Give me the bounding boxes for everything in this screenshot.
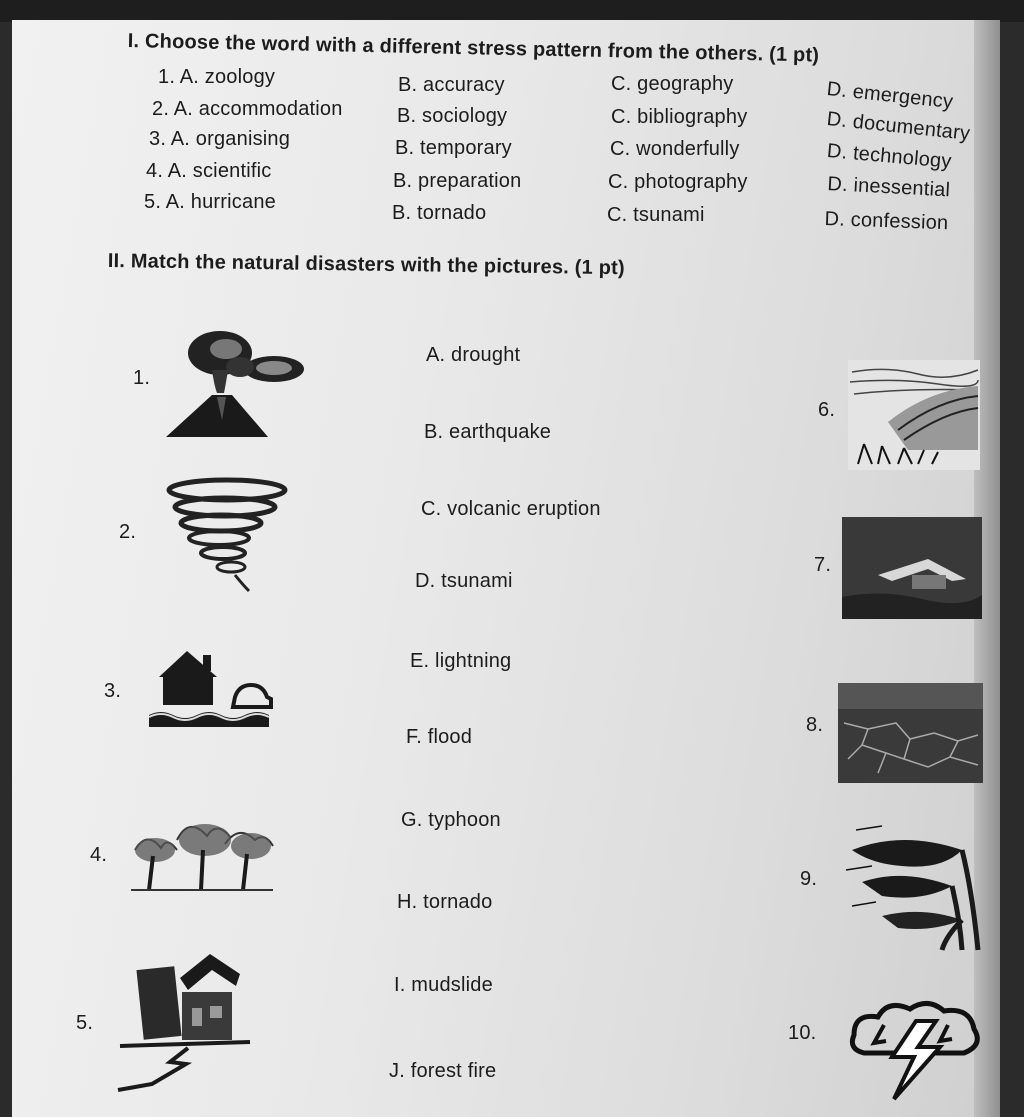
forest-fire-icon xyxy=(127,810,277,895)
q3-option-d: D. technology xyxy=(826,140,953,173)
picture-number-9: 9. xyxy=(800,868,818,890)
q5-option-d: D. confession xyxy=(824,208,949,235)
mudslide-photo xyxy=(842,517,982,619)
q2-option-c: C. bibliography xyxy=(611,106,748,128)
option-flood: F. flood xyxy=(406,726,473,748)
q4-option-c: C. photography xyxy=(608,171,748,193)
q4-option-d: D. inessential xyxy=(826,173,951,202)
option-tornado: H. tornado xyxy=(397,891,493,913)
picture-number-1: 1. xyxy=(133,367,151,389)
picture-number-7: 7. xyxy=(814,554,832,576)
q4-option-b: B. preparation xyxy=(393,170,522,192)
option-forest-fire: J. forest fire xyxy=(389,1060,497,1082)
option-volcanic-eruption: C. volcanic eruption xyxy=(421,498,601,520)
q2-option-d: D. documentary xyxy=(825,108,972,145)
q5-option-b: B. tornado xyxy=(392,202,487,224)
option-tsunami: D. tsunami xyxy=(415,570,513,592)
picture-number-2: 2. xyxy=(119,521,137,543)
picture-number-6: 6. xyxy=(818,399,836,421)
q4-option-a: 4. A. scientific xyxy=(146,160,272,182)
tsunami-photo xyxy=(848,360,980,470)
volcano-icon xyxy=(162,325,307,440)
option-typhoon: G. typhoon xyxy=(401,809,501,831)
tornado-icon xyxy=(165,475,290,595)
picture-number-5: 5. xyxy=(76,1012,94,1034)
q3-option-a: 3. A. organising xyxy=(149,128,291,150)
q3-option-b: B. temporary xyxy=(395,137,512,159)
option-lightning: E. lightning xyxy=(410,650,512,672)
typhoon-icon xyxy=(842,820,987,955)
window-top-bar xyxy=(0,0,1024,22)
lightning-icon xyxy=(844,995,984,1105)
picture-number-4: 4. xyxy=(90,844,108,866)
flood-icon xyxy=(147,647,277,732)
picture-number-10: 10. xyxy=(788,1022,817,1044)
option-mudslide: I. mudslide xyxy=(394,974,493,996)
drought-photo xyxy=(838,683,983,783)
section1-heading: I. Choose the word with a different stress pattern from the others. (1 pt) xyxy=(127,30,820,67)
q1-option-b: B. accuracy xyxy=(398,74,505,96)
section2-heading: II. Match the natural disasters with the pictures. (1 pt) xyxy=(107,250,625,280)
picture-number-8: 8. xyxy=(806,714,824,736)
q5-option-c: C. tsunami xyxy=(607,204,705,226)
earthquake-icon xyxy=(100,950,275,1095)
q1-option-d: D. emergency xyxy=(825,78,955,114)
picture-number-3: 3. xyxy=(104,680,122,702)
q2-option-b: B. sociology xyxy=(397,105,508,127)
q1-option-a: 1. A. zoology xyxy=(158,66,276,88)
q3-option-c: C. wonderfully xyxy=(610,138,740,160)
q5-option-a: 5. A. hurricane xyxy=(144,191,276,213)
option-earthquake: B. earthquake xyxy=(424,421,552,443)
q1-option-c: C. geography xyxy=(611,73,734,95)
option-drought: A. drought xyxy=(426,344,521,366)
worksheet-page xyxy=(12,20,1000,1117)
q2-option-a: 2. A. accommodation xyxy=(152,98,343,120)
